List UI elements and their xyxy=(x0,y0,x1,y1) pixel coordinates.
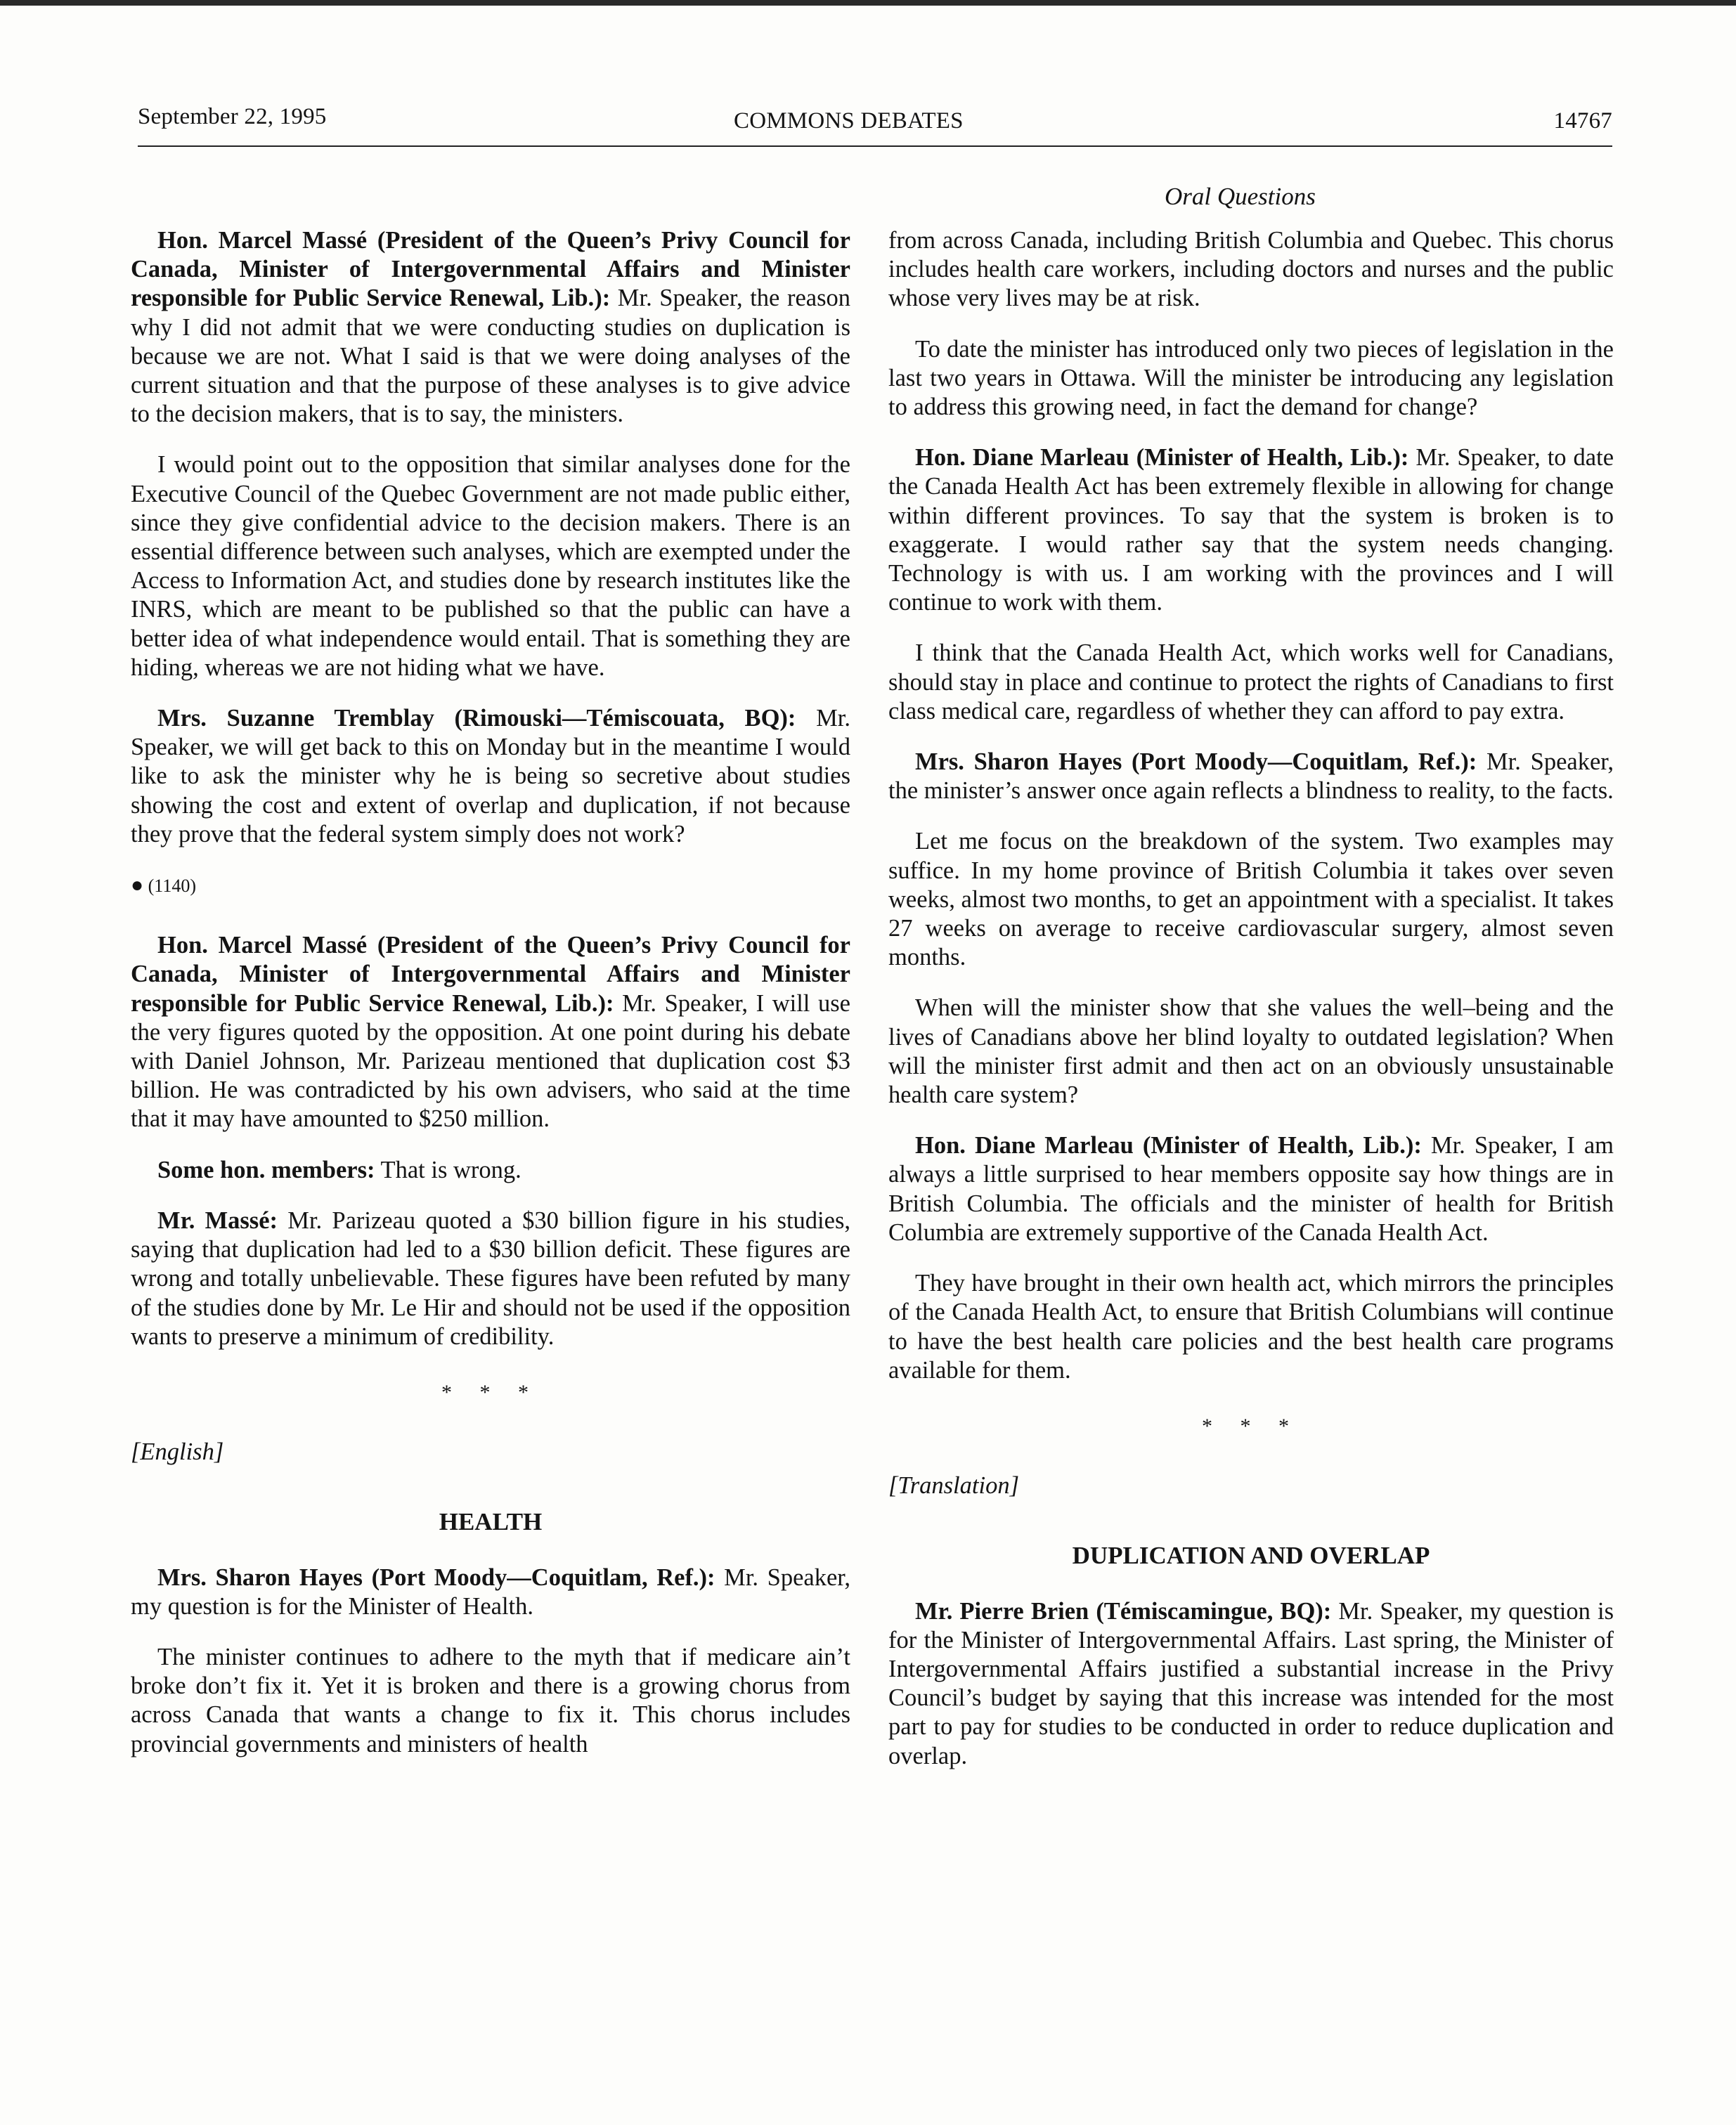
speech-text: That is wrong. xyxy=(375,1156,522,1183)
speaker-name: Mr. Pierre Brien (Témiscamingue, BQ): xyxy=(915,1597,1332,1625)
speaker-name: Mr. Massé: xyxy=(157,1207,278,1234)
paragraph xyxy=(888,1597,1614,1771)
paragraph: Let me focus on the breakdown of the system. Two examples may suffice. In my home province of British Columbia it takes over seven weeks, almost two months, to get an appointment with a specialist. It takes 27 weeks on average to receive cardiovascular surgery, almost seven months. xyxy=(888,828,1614,971)
paragraph xyxy=(131,226,850,429)
paragraph xyxy=(131,704,850,849)
speaker-name: Mrs. Suzanne Tremblay (Rimouski—Témiscouata, BQ): xyxy=(157,705,796,732)
time-marker xyxy=(131,871,850,900)
paragraph xyxy=(131,1207,850,1351)
paragraph xyxy=(888,443,1614,617)
speech-text: Mr. Speaker, I will use the very figures quoted by the opposition. At one point during his debate with Daniel Johnson, Mr. Parizeau mentioned that duplication cost $3 billion. He was contradicted by his own advisers, who said at the time that it may have amounted to $250 million. xyxy=(131,989,850,1133)
paragraph: I would point out to the opposition that similar analyses done for the Executive Council of the Quebec Government are not made public either, since they give confidential advice to the decision makers. There is an essential difference between such analyses, which are exempted under the Access to Information Act, and studies done by research institutes like the INRS, which are meant to be published so that the public can have a better idea of what independence would entail. That is something they are hiding, whereas we are not hiding what we have. xyxy=(131,451,850,681)
header-page-number: 14767 xyxy=(1553,108,1612,134)
paragraph xyxy=(131,931,850,1133)
section-label: Oral Questions xyxy=(1165,183,1316,210)
speech-text: Mr. Speaker, my question is for the Minister of Health. xyxy=(131,1564,851,1620)
header-rule xyxy=(138,145,1612,147)
header-publication: COMMONS DEBATES xyxy=(734,108,964,134)
bullet-icon: ● xyxy=(131,873,144,897)
paragraph: The minister continues to adhere to the myth that if medicare ain’t broke don’t fix it. Yet it is broken and there is a growing chorus from across Canada that wants a change to fix it. This chorus includes provincial governments and ministers of health xyxy=(131,1643,850,1757)
paragraph: When will the minister show that she values the well–being and the lives of Canadians above her blind loyalty to outdated legislation? When will the minister first admit and then act on an obviously unsustainable health care system? xyxy=(888,994,1614,1109)
speaker-name: Hon. Marcel Massé (President of the Queen’s Privy Council for Canada, Minister of Intergovernmental Affairs and Minister responsible for Public Service Renewal, Lib.): xyxy=(131,227,850,312)
left-column xyxy=(131,226,850,1781)
paragraph xyxy=(888,1131,1614,1247)
speech-text: Mr. Speaker, my question is for the Minister of Intergovernmental Affairs. Last spring, the Minister of Intergovernmental Affairs justified a substantial increase in the Privy Council’s budget by saying that this increase was intended for the most part to pay for studies to be conducted in order to reduce duplication and overlap. xyxy=(888,1597,1614,1769)
header-date: September 22, 1995 xyxy=(138,104,327,129)
speaker-name: Mrs. Sharon Hayes (Port Moody—Coquitlam, Ref.): xyxy=(915,748,1477,776)
paragraph: from across Canada, including British Columbia and Quebec. This chorus includes health care workers, including doctors and nurses and the public whose very lives may be at risk. xyxy=(888,227,1614,312)
speaker-name: Hon. Marcel Massé (President of the Queen’s Privy Council for Canada, Minister of Intergovernmental Affairs and Minister responsible for Public Service Renewal, Lib.): xyxy=(131,932,850,1017)
speech-text: Mr. Speaker, the reason why I did not admit that we were conducting studies on duplication is because we are not. What I said is that we were doing analyses of the current situation and that the purpose of these analyses is to give advice to the decision makers, that is to say, the ministers. xyxy=(131,285,850,428)
time-marker-text: (1140) xyxy=(148,876,196,897)
paragraph: I think that the Canada Health Act, which works well for Canadians, should stay in place and continue to protect the rights of Canadians to first class medical care, regardless of whether they can afford to pay extra. xyxy=(888,639,1614,724)
section-separator: * * * xyxy=(441,1380,540,1404)
language-tag: [Translation] xyxy=(888,1472,1019,1500)
paragraph: To date the minister has introduced only two pieces of legislation in the last two years in Ottawa. Will the minister be introducing any legislation to address this growing need, in fact the demand for change? xyxy=(888,335,1614,421)
speaker-name: Hon. Diane Marleau (Minister of Health, Lib.): xyxy=(915,444,1409,472)
speech-text: Mr. Speaker, to date the Canada Health Act has been extremely flexible in allowing for change within different provinces. To say that the system is broken is to exaggerate. I would rather say that the system needs changing. Technology is with us. I am working with the provinces and I will continue to work with them. xyxy=(888,444,1614,616)
speech-text: Mr. Speaker, the minister’s answer once again reflects a blindness to reality, to the facts. xyxy=(888,748,1614,805)
paragraph: They have brought in their own health act, which mirrors the principles of the Canada Health Act, to ensure that British Columbians will continue to have the best health care policies and the best health care programs available for them. xyxy=(888,1270,1614,1384)
paragraph xyxy=(131,1156,850,1185)
speech-text: Mr. Speaker, I am always a little surprised to hear members opposite say how things are in British Columbia. The officials and the minister of health for British Columbia are extremely supportive of the Canada Health Act. xyxy=(888,1132,1614,1246)
speech-text: Mr. Parizeau quoted a $30 billion figure in his studies, saying that duplication had led to a $30 billion deficit. These figures are wrong and totally unbelievable. These figures have been refuted by many of the studies done by Mr. Le Hir and should not be used if the opposition wants to preserve a minimum of credibility. xyxy=(131,1207,850,1350)
speaker-name: Some hon. members: xyxy=(157,1156,375,1183)
speaker-name: Hon. Diane Marleau (Minister of Health, Lib.): xyxy=(915,1132,1422,1159)
speech-text: Mr. Speaker, we will get back to this on Monday but in the meantime I would like to ask the minister why he is being so secretive about studies showing the cost and extent of overlap and duplication, if not because they prove that the federal system simply does not work? xyxy=(131,705,850,847)
section-heading: HEALTH xyxy=(439,1508,543,1536)
paragraph xyxy=(888,748,1614,805)
right-column xyxy=(888,226,1614,1793)
section-heading: DUPLICATION AND OVERLAP xyxy=(1072,1542,1430,1570)
language-tag: [English] xyxy=(131,1438,224,1466)
paragraph xyxy=(131,1564,850,1621)
scan-edge xyxy=(0,0,1736,6)
section-separator: * * * xyxy=(1202,1414,1300,1438)
speaker-name: Mrs. Sharon Hayes (Port Moody—Coquitlam, Ref.): xyxy=(157,1564,715,1591)
page-header xyxy=(138,104,1612,146)
